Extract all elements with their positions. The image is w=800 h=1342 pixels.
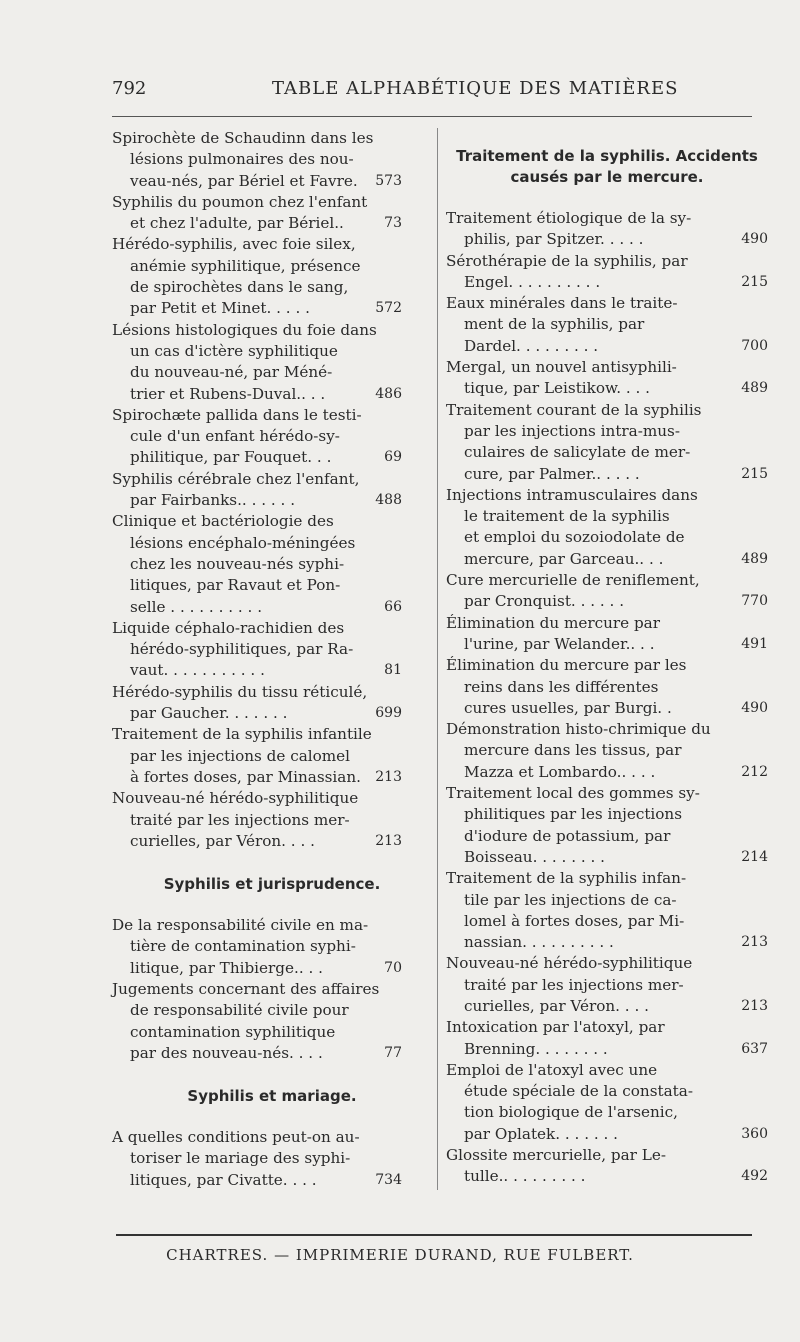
index-entry: [112, 788, 432, 852]
page-reference: 77: [384, 1044, 402, 1061]
mariage-entries: [112, 1127, 432, 1191]
index-entry: [446, 570, 768, 613]
index-entry: [112, 234, 432, 319]
section-heading-jurisprudence: Syphilis et jurisprudence.: [163, 875, 381, 894]
entry-line: par les injections de calomel: [130, 746, 351, 765]
entry-line: chez les nouveau-nés syphi-: [130, 554, 345, 573]
page-reference: 489: [741, 550, 768, 567]
page-reference: 488: [375, 492, 402, 509]
entry-line: l'urine, par Welander.. . .: [464, 634, 655, 653]
page-reference: 770: [741, 593, 768, 610]
printer-imprint: CHARTRES. — IMPRIMERIE DURAND, RUE FULBERT.: [166, 1246, 634, 1264]
page-reference: 213: [375, 832, 402, 849]
entry-text: [446, 570, 768, 613]
index-entry: [112, 682, 432, 725]
right-column: [446, 128, 768, 1188]
entry-line: Emploi de l'atoxyl avec une: [446, 1060, 658, 1079]
entry-line: par Oplatek. . . . . . .: [464, 1124, 619, 1143]
entry-line: d'iodure de potassium, par: [464, 826, 671, 845]
entry-line: cule d'un enfant hérédo-sy-: [130, 427, 340, 446]
section-heading-mariage: Syphilis et mariage.: [187, 1087, 357, 1106]
entry-line: toriser le mariage des syphi-: [130, 1149, 351, 1168]
entry-line: mercure, par Garceau.. . .: [464, 549, 664, 568]
entry-text: [446, 400, 768, 485]
entry-line: et emploi du sozoiodolate de: [464, 528, 685, 547]
jurisprudence-entries: [112, 915, 432, 1064]
page-reference: 734: [375, 1171, 402, 1188]
page-reference: 215: [741, 465, 768, 482]
entry-line: tière de contamination syphi-: [130, 937, 356, 956]
page-reference: 486: [375, 385, 402, 402]
entry-text: [446, 1145, 768, 1188]
entry-line: Traitement de la syphilis infantile: [112, 725, 372, 744]
entry-line: Mergal, un nouvel antisyphili-: [446, 358, 677, 377]
index-entry: [446, 868, 768, 953]
index-entry: [446, 1145, 768, 1188]
entry-line: Engel. . . . . . . . . .: [464, 272, 601, 291]
entry-line: un cas d'ictère syphilitique: [130, 341, 338, 360]
entry-line: culaires de salicylate de mer-: [464, 443, 691, 462]
entry-text: [446, 868, 768, 953]
entry-line: par Cronquist. . . . . .: [464, 592, 625, 611]
entry-line: curielles, par Véron. . . .: [130, 831, 315, 850]
column-divider: [437, 128, 438, 1190]
page-header: [112, 78, 752, 108]
page-reference: 490: [741, 231, 768, 248]
footer-rule: [116, 1234, 752, 1236]
index-entry: [446, 1017, 768, 1060]
section-heading-traitement: Traitement de la syphilis. Accidents causés par le mercure.: [456, 147, 758, 186]
entry-line: philitiques par les injections: [464, 805, 683, 824]
index-entry: [446, 613, 768, 656]
running-title: TABLE ALPHABÉTIQUE DES MATIÈRES: [272, 78, 679, 99]
entry-line: par Fairbanks.. . . . . .: [130, 491, 296, 510]
page-reference: 573: [375, 172, 402, 189]
index-entry: [446, 357, 768, 400]
page-reference: 214: [741, 848, 768, 865]
entry-line: Syphilis cérébrale chez l'enfant,: [112, 469, 360, 488]
page-reference: 213: [375, 768, 402, 785]
entry-line: Démonstration histo-chrimique du: [446, 720, 711, 739]
entry-line: litiques, par Civatte. . . .: [130, 1170, 317, 1189]
index-entry: [112, 405, 432, 469]
entry-text: [446, 251, 768, 294]
page-reference: 81: [384, 662, 402, 679]
index-entry: [112, 511, 432, 617]
entry-line: ment de la syphilis, par: [464, 315, 645, 334]
entry-line: trier et Rubens-Duval.. . .: [130, 384, 326, 403]
entry-line: Traitement étiologique de la sy-: [446, 209, 692, 227]
page-reference: 700: [741, 337, 768, 354]
index-entry: [446, 655, 768, 719]
index-entry: [112, 979, 432, 1064]
entry-line: de spirochètes dans le sang,: [130, 278, 349, 297]
entry-line: contamination syphilitique: [130, 1022, 336, 1041]
index-entry: [446, 251, 768, 294]
entry-line: étude spéciale de la constata-: [464, 1082, 693, 1101]
index-entry: [446, 719, 768, 783]
index-entry: [446, 400, 768, 485]
entry-line: A quelles conditions peut-on au-: [112, 1128, 360, 1147]
entry-line: Spirochæte pallida dans le testi-: [112, 405, 362, 424]
entry-line: Glossite mercurielle, par Le-: [446, 1146, 666, 1165]
entry-line: Nouveau-né hérédo-syphilitique: [446, 954, 693, 973]
entry-line: traité par les injections mer-: [130, 810, 350, 829]
entry-line: Intoxication par l'atoxyl, par: [446, 1018, 665, 1037]
index-entry: [112, 724, 432, 788]
entry-text: [446, 719, 768, 783]
entry-text: [446, 783, 768, 868]
index-entry: [446, 485, 768, 570]
page-reference: 70: [384, 959, 402, 976]
index-entry: [112, 915, 432, 979]
page-reference: 490: [741, 699, 768, 716]
entry-line: Cure mercurielle de reniflement,: [446, 571, 700, 590]
entry-line: Eaux minérales dans le traite-: [446, 294, 678, 313]
entry-line: traité par les injections mer-: [464, 975, 684, 994]
page-reference: 637: [741, 1040, 768, 1057]
entry-line: le traitement de la syphilis: [464, 507, 670, 526]
entry-text: [446, 1060, 768, 1145]
entry-line: Dardel. . . . . . . . .: [464, 336, 599, 355]
entry-line: cure, par Palmer.. . . . .: [464, 464, 640, 483]
entry-line: philitique, par Fouquet. . .: [130, 448, 332, 467]
page-reference: 572: [375, 300, 402, 317]
page-reference: 492: [741, 1168, 768, 1185]
entry-line: Boisseau. . . . . . . .: [464, 847, 605, 866]
entry-line: Hérédo-syphilis, avec foie silex,: [112, 235, 356, 254]
entry-line: Nouveau-né hérédo-syphilitique: [112, 789, 359, 808]
entry-line: à fortes doses, par Minassian.: [130, 767, 361, 786]
page-reference: 69: [384, 449, 402, 466]
entry-line: Élimination du mercure par les: [446, 656, 687, 675]
entry-text: [446, 1017, 768, 1060]
page-reference: 489: [741, 380, 768, 397]
entry-line: Traitement courant de la syphilis: [446, 400, 702, 419]
index-entry: [446, 783, 768, 868]
entry-line: philis, par Spitzer. . . . .: [464, 230, 644, 249]
entry-line: du nouveau-né, par Méné-: [130, 363, 333, 382]
index-entry: [112, 1127, 432, 1191]
entry-line: Traitement local des gommes sy-: [446, 784, 700, 803]
entry-line: curielles, par Véron. . . .: [464, 996, 649, 1015]
entry-text: [446, 357, 768, 400]
entry-line: litiques, par Ravaut et Pon-: [130, 576, 341, 595]
entry-line: selle . . . . . . . . . .: [130, 597, 263, 616]
entry-line: Traitement de la syphilis infan-: [446, 869, 687, 888]
entry-line: Lésions histologiques du foie dans: [112, 320, 377, 339]
page-reference: 213: [741, 997, 768, 1014]
entry-line: lomel à fortes doses, par Mi-: [464, 911, 685, 930]
index-entry: [112, 128, 432, 192]
entry-line: Sérothérapie de la syphilis, par: [446, 251, 688, 270]
entry-line: par Petit et Minet. . . . .: [130, 299, 310, 318]
page-reference: 213: [741, 934, 768, 951]
entry-line: tile par les injections de ca-: [464, 890, 677, 909]
entry-line: par les injections intra-mus-: [464, 421, 680, 440]
entry-line: Élimination du mercure par: [446, 613, 660, 632]
left-column: [112, 128, 432, 1191]
entry-text: [446, 953, 768, 1017]
entry-line: lésions encéphalo-méningées: [130, 533, 356, 552]
page-number: 792: [112, 78, 147, 99]
index-entry: [112, 618, 432, 682]
entry-line: nassian. . . . . . . . . .: [464, 933, 614, 952]
page-reference: 699: [375, 705, 402, 722]
entry-line: vaut. . . . . . . . . . .: [130, 661, 265, 680]
traitement-entries: [446, 208, 768, 1188]
entry-text: [446, 613, 768, 656]
header-rule: [112, 116, 752, 117]
entry-line: par Gaucher. . . . . . .: [130, 704, 288, 723]
page-reference: 360: [741, 1125, 768, 1142]
entry-line: mercure dans les tissus, par: [464, 741, 682, 760]
entry-line: Syphilis du poumon chez l'enfant: [112, 192, 368, 211]
entry-line: hérédo-syphilitiques, par Ra-: [130, 640, 354, 659]
entry-line: reins dans les différentes: [464, 677, 659, 696]
entry-line: Mazza et Lombardo.. . . .: [464, 762, 656, 781]
entry-line: Injections intramusculaires dans: [446, 485, 698, 504]
entry-text: [446, 208, 768, 251]
entry-line: Brenning. . . . . . . .: [464, 1039, 608, 1058]
index-entry: [446, 953, 768, 1017]
entry-line: lésions pulmonaires des nou-: [130, 150, 354, 169]
entry-line: Jugements concernant des affaires: [112, 979, 380, 998]
entry-line: tion biologique de l'arsenic,: [464, 1103, 678, 1122]
entry-line: cures usuelles, par Burgi. .: [464, 698, 672, 717]
page-reference: 215: [741, 273, 768, 290]
page-reference: 66: [384, 598, 402, 615]
index-entry: [112, 320, 432, 405]
entry-text: [446, 655, 768, 719]
entry-text: [446, 293, 768, 357]
index-entry: [446, 293, 768, 357]
entry-line: tique, par Leistikow. . . .: [464, 379, 650, 398]
entry-line: Liquide céphalo-rachidien des: [112, 618, 345, 637]
entry-line: anémie syphilitique, présence: [130, 256, 361, 275]
entry-line: De la responsabilité civile en ma-: [112, 916, 369, 935]
page-reference: 212: [741, 763, 768, 780]
index-entry: [112, 469, 432, 512]
index-entry: [446, 1060, 768, 1145]
entry-line: de responsabilité civile pour: [130, 1001, 349, 1020]
entry-line: veau-nés, par Bériel et Favre.: [130, 171, 358, 190]
entry-line: et chez l'adulte, par Bériel..: [130, 214, 344, 233]
entry-line: Spirochète de Schaudinn dans les: [112, 129, 374, 147]
index-entry: [446, 208, 768, 251]
entry-line: Hérédo-syphilis du tissu réticulé,: [112, 682, 368, 701]
entry-line: tulle.. . . . . . . . .: [464, 1167, 586, 1186]
left-entries: [112, 128, 432, 852]
entry-line: litique, par Thibierge.. . .: [130, 958, 323, 977]
entry-line: Clinique et bactériologie des: [112, 512, 334, 531]
page-reference: 73: [384, 215, 402, 232]
index-entry: [112, 192, 432, 235]
entry-line: par des nouveau-nés. . . .: [130, 1043, 323, 1062]
page-reference: 491: [741, 635, 768, 652]
entry-text: [446, 485, 768, 570]
